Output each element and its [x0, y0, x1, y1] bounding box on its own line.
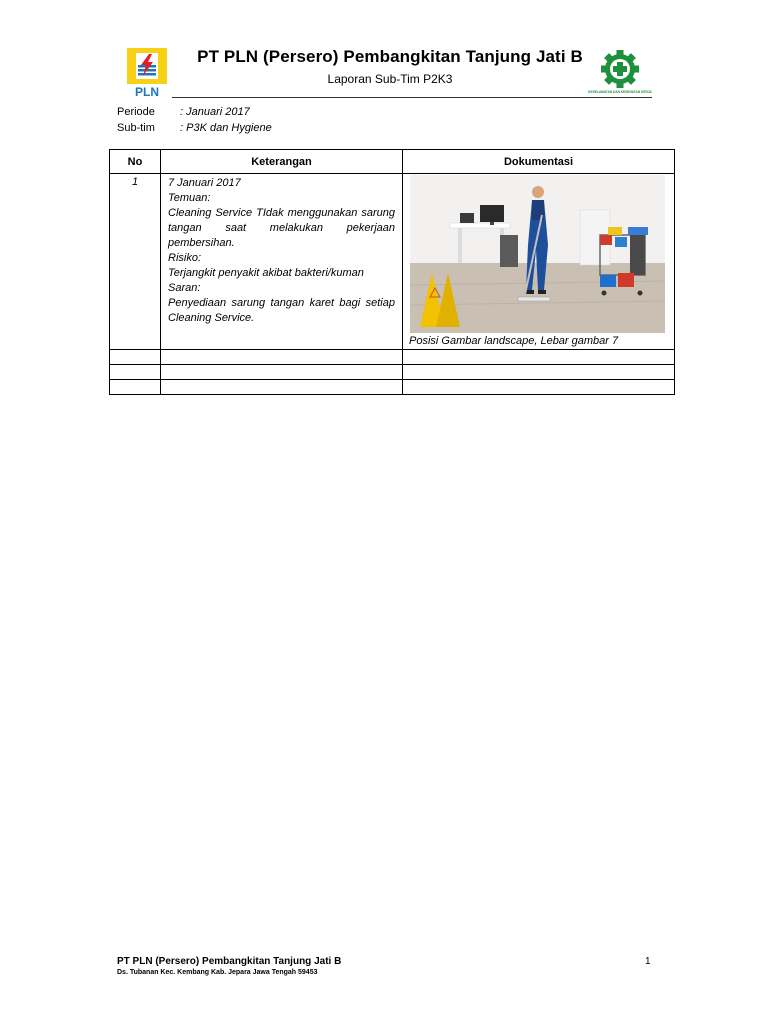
- saran-text: Penyediaan sarung tangan karet bagi setiap Cleaning Service.: [168, 297, 395, 324]
- empty-cell: [110, 380, 161, 395]
- header-divider: [172, 97, 652, 98]
- document-title: PT PLN (Persero) Pembangkitan Tanjung Jati B: [197, 47, 583, 66]
- empty-cell: [161, 365, 403, 380]
- footer-company: PT PLN (Persero) Pembangkitan Tanjung Jati B: [117, 956, 342, 967]
- temuan-text: Cleaning Service TIdak menggunakan sarung tangan saat melakukan pekerjaan pembersihan.: [168, 207, 395, 249]
- pln-logo-text: PLN: [135, 85, 159, 99]
- empty-cell: [110, 365, 161, 380]
- empty-cell: [403, 350, 675, 365]
- row-dokumentasi: [403, 174, 675, 350]
- document-subtitle: Laporan Sub-Tim P2K3: [327, 72, 453, 86]
- header-keterangan: Keterangan: [161, 150, 403, 174]
- table-row: [110, 174, 675, 350]
- table-row: [110, 365, 675, 380]
- subtim-value: : P3K dan Hygiene: [180, 122, 272, 134]
- page-number: 1: [645, 956, 651, 967]
- documentation-photo: [410, 175, 665, 333]
- periode-value: : Januari 2017: [180, 106, 250, 118]
- header-no: No: [110, 150, 161, 174]
- footer-address: Ds. Tubanan Kec. Kembang Kab. Jepara Jawa Tengah 59453: [117, 969, 318, 976]
- k3-logo-text: KESELAMATAN DAN KESEHATAN KERJA: [588, 90, 652, 94]
- empty-cell: [110, 350, 161, 365]
- k3-logo: [588, 48, 652, 98]
- periode-label: Periode: [117, 106, 155, 118]
- empty-cell: [403, 380, 675, 395]
- temuan-label: Temuan:: [168, 192, 211, 204]
- empty-cell: [403, 365, 675, 380]
- saran-label: Saran:: [168, 282, 201, 294]
- empty-cell: [161, 380, 403, 395]
- subtim-label: Sub-tim: [117, 122, 155, 134]
- report-table: [109, 149, 675, 395]
- risiko-text: Terjangkit penyakit akibat bakteri/kuman: [168, 267, 364, 279]
- photo-caption: Posisi Gambar landscape, Lebar gambar 7: [409, 335, 619, 347]
- empty-cell: [161, 350, 403, 365]
- risiko-label: Risiko:: [168, 252, 202, 264]
- row-number: 1: [110, 174, 161, 350]
- table-header-row: [110, 150, 675, 174]
- table-row: [110, 380, 675, 395]
- row-keterangan: [161, 174, 403, 350]
- finding-date: 7 Januari 2017: [168, 177, 241, 189]
- header-dokumentasi: Dokumentasi: [403, 150, 675, 174]
- table-row: [110, 350, 675, 365]
